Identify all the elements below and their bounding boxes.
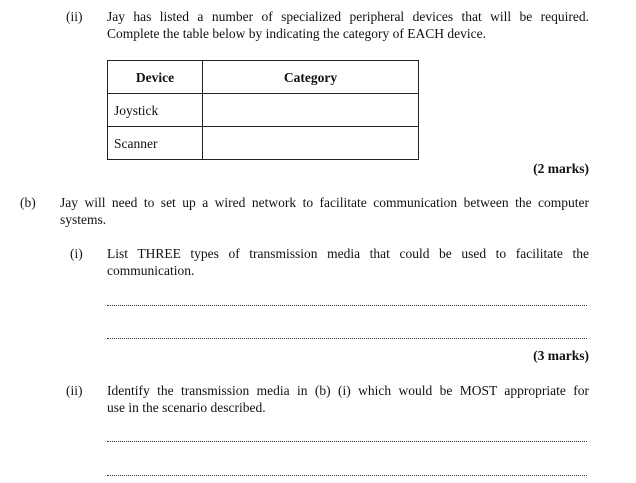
question-b-text-line2: systems. <box>60 212 107 227</box>
device-category-table <box>107 60 419 160</box>
answer-line[interactable] <box>107 338 587 339</box>
marks-b-i: (3 marks) <box>533 348 589 363</box>
table-header-row <box>108 61 419 94</box>
table-row <box>108 127 419 160</box>
question-b-ii-text-line2: use in the scenario described. <box>107 400 266 415</box>
answer-line[interactable] <box>107 475 587 476</box>
table-header-device: Device <box>108 61 203 94</box>
question-a-ii-text-line2: Complete the table below by indicating the category of EACH device. <box>107 26 487 41</box>
answer-line[interactable] <box>107 441 587 442</box>
question-b-i-text-line2: communication. <box>107 263 195 278</box>
answer-line[interactable] <box>107 305 587 306</box>
category-answer-cell[interactable] <box>203 127 419 160</box>
marks-a: (2 marks) <box>533 161 589 176</box>
question-b-i-label: (i) <box>70 246 83 261</box>
question-a-ii-text-line1: Jay has listed a number of specialized peripheral devices that will be required. <box>107 9 589 24</box>
table-row <box>108 94 419 127</box>
question-b-ii-text-line1: Identify the transmission media in (b) (i) which would be MOST appropriate for <box>107 383 589 398</box>
question-b-text-line1: Jay will need to set up a wired network to facilitate communication between the computer <box>60 195 589 210</box>
question-b-label: (b) <box>20 195 36 210</box>
category-answer-cell[interactable] <box>203 94 419 127</box>
table-header-category: Category <box>203 61 419 94</box>
question-a-ii-label: (ii) <box>66 9 83 24</box>
question-b-i-text-line1: List THREE types of transmission media that could be used to facilitate the <box>107 246 589 261</box>
question-b-ii-label: (ii) <box>66 383 83 398</box>
device-cell: Joystick <box>108 94 203 127</box>
device-cell: Scanner <box>108 127 203 160</box>
